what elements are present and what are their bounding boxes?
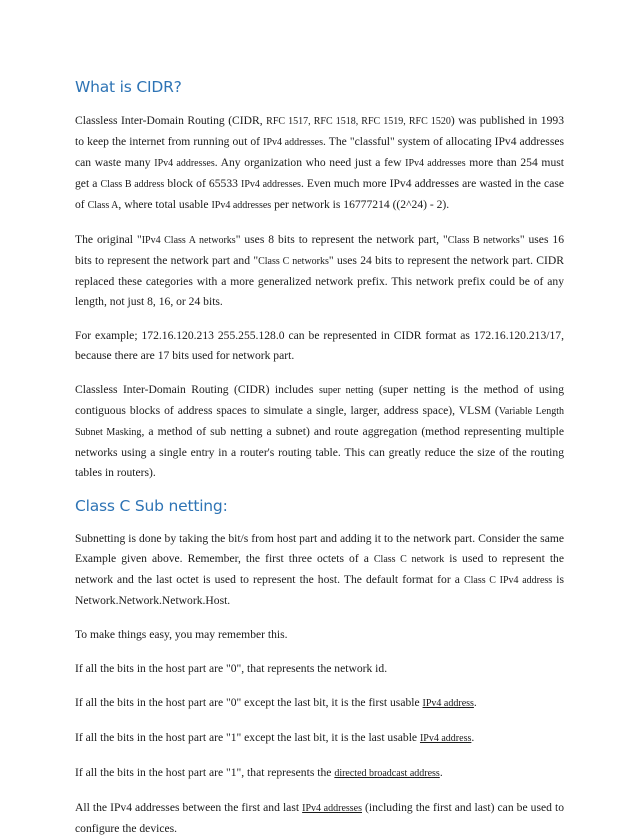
text: . Even much more IPv4 addresses are wasted in the case of [75, 177, 564, 211]
text: (super netting is the method of using contiguous blocks of address spaces to simulate a single, larger, address space), VLSM ( [75, 383, 565, 417]
text: , a method of sub netting a subnet) and route aggregation (method representing multiple networks using a single entry in a router's routing table. This can greatly reduce the size of the routing tables in routers). [75, 425, 565, 479]
text: The original " [75, 233, 142, 246]
text: Variable Length Subnet Masking [75, 406, 565, 438]
text: If all the bits in the host part are "0" except the last bit, it is the first usable [75, 696, 423, 709]
text: block of 65533 [164, 177, 242, 190]
text: is used to represent the network and the last octet is used to represent the host. The default format for a [75, 552, 564, 586]
text: " uses 24 bits to represent the network part. CIDR replaced these categories with a more generalized network prefix. This network prefix could be of any length, not just 8, 16, or 24 bits. [75, 254, 565, 308]
text: more than 254 must get a [75, 156, 564, 190]
text: , where total usable [118, 198, 212, 211]
text: IPv4 addresses [241, 179, 301, 190]
text: If all the bits in the host part are "1", that represents the [75, 766, 335, 779]
paragraph-subnetting [75, 529, 564, 611]
text: . [439, 766, 443, 779]
paragraph-network-id: If all the bits in the host part are "0", that represents the network id. [75, 662, 388, 675]
paragraph-class-networks [75, 230, 564, 312]
text: IPv4 addresses [263, 137, 323, 148]
paragraph-configure-devices [75, 798, 564, 839]
text: IPv4 addresses [405, 158, 466, 169]
paragraph-remember: To make things easy, you may remember this. [75, 628, 288, 641]
paragraph-broadcast [75, 763, 564, 784]
text: Class C networks [258, 256, 329, 267]
text: Class A [87, 200, 119, 211]
text: ) was published in 1993 to keep the internet from running out of [75, 114, 564, 148]
text: is Network.Network.Network.Host. [75, 573, 564, 607]
text: Class B address [100, 179, 165, 190]
ipv4-address-link[interactable]: IPv4 address [422, 698, 474, 709]
document-page [75, 78, 564, 839]
paragraph-cidr-intro [75, 111, 564, 216]
text: per network is 16777214 ((2^24) - 2). [271, 198, 450, 211]
paragraph-example: For example; 172.16.120.213 255.255.128.0 can be represented in CIDR format as 172.16.120.213/17, because there are 17 bits used for network part. [75, 329, 564, 362]
ipv4-address-link[interactable]: IPv4 address [419, 733, 472, 744]
text: . Any organization who need just a few [214, 156, 406, 169]
text: IPv4 addresses [154, 158, 215, 169]
text: . [471, 731, 475, 744]
text: Class C IPv4 address [463, 575, 553, 586]
text-rfcs: RFC 1517, RFC 1518, RFC 1519, RFC 1520 [266, 116, 451, 127]
text: . [473, 696, 477, 709]
paragraph-cidr-includes [75, 380, 564, 483]
ipv4-addresses-link[interactable]: IPv4 addresses [302, 803, 362, 814]
text: Subnetting is done by taking the bit/s from host part and adding it to the network part. Consider the same Example given above. Remember, the first three octets of a [75, 532, 564, 565]
text: Class B networks [447, 235, 520, 246]
text: IPv4 Class A networks [141, 235, 236, 246]
directed-broadcast-address-link[interactable]: directed broadcast address [334, 768, 440, 779]
text: Classless Inter-Domain Routing (CIDR) includes [75, 383, 319, 396]
text: . The "classful" system of allocating IPv4 addresses can waste many [75, 135, 564, 169]
text: Class C network [373, 554, 445, 565]
text: (including the first and last) can be used to configure the devices. [75, 801, 564, 835]
text: All the IPv4 addresses between the first and last [75, 801, 303, 814]
paragraph-first-usable [75, 693, 564, 714]
text: super netting [318, 385, 374, 396]
text: " uses 16 bits to represent the network part and " [75, 233, 565, 267]
paragraph-last-usable [75, 728, 564, 749]
heading-class-c-subnetting: Class C Sub netting: [75, 497, 228, 515]
heading-what-is-cidr: What is CIDR? [75, 78, 182, 96]
text: IPv4 addresses [211, 200, 272, 211]
text: " uses 8 bits to represent the network part, " [235, 233, 448, 246]
text: If all the bits in the host part are "1" except the last bit, it is the last usable [75, 731, 420, 744]
text: Classless Inter-Domain Routing (CIDR, [75, 114, 267, 127]
